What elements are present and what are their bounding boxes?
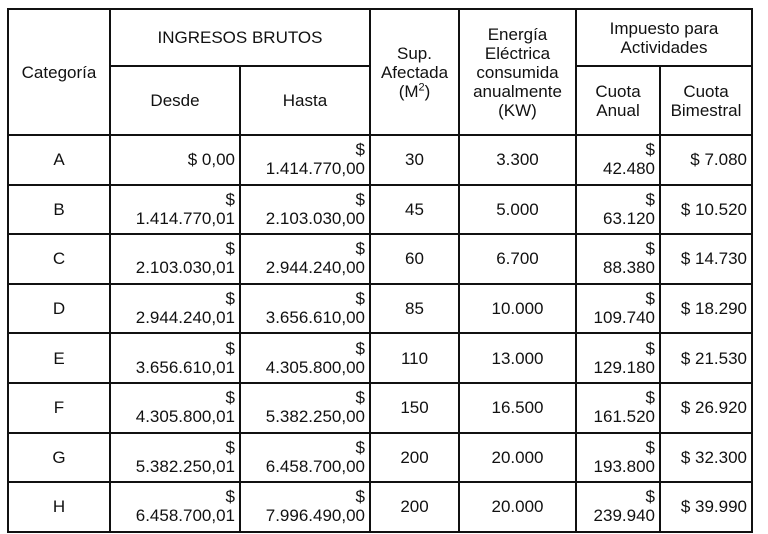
currency-symbol: $ (645, 388, 655, 408)
cell-hasta (240, 433, 370, 483)
header-superficie-unit-post: ) (424, 81, 431, 101)
cell-cuota-bimestral: $ 26.920 (660, 383, 752, 433)
cell-superficie: 110 (370, 333, 459, 383)
amount: 193.800 (593, 456, 655, 476)
cell-superficie: 85 (370, 284, 459, 334)
cell-cuota-bimestral: $ 7.080 (660, 135, 752, 185)
amount: 4.305.800,01 (135, 407, 235, 427)
header-superficie-unit-sup: 2 (418, 80, 425, 93)
cell-energia: 13.000 (459, 333, 576, 383)
currency-symbol: $ (225, 289, 235, 309)
cell-cuota-bimestral: $ 10.520 (660, 185, 752, 235)
amount: 3.656.610,00 (265, 308, 365, 328)
header-superficie-line1: Sup. (397, 43, 432, 63)
categories-table (7, 8, 753, 533)
header-hasta: Hasta (240, 66, 370, 135)
currency-symbol: $ (645, 487, 655, 507)
cell-desde: $ 0,00 (110, 135, 240, 185)
amount: 2.103.030,01 (135, 258, 235, 278)
cell-energia: 5.000 (459, 185, 576, 235)
header-cuota-anual-line1: Cuota (595, 81, 641, 101)
amount: 63.120 (603, 208, 655, 228)
cell-energia: 3.300 (459, 135, 576, 185)
cell-desde (110, 234, 240, 284)
header-impuesto-line1: Impuesto para (609, 18, 719, 38)
amount: 2.103.030,00 (265, 208, 365, 228)
amount: 5.382.250,00 (265, 407, 365, 427)
table-row (8, 185, 752, 235)
currency-symbol: $ (645, 289, 655, 309)
header-cuota-anual (576, 66, 660, 135)
cell-energia: 6.700 (459, 234, 576, 284)
cell-superficie: 45 (370, 185, 459, 235)
amount: 2.944.240,00 (265, 258, 365, 278)
table-row (8, 333, 752, 383)
header-cuota-anual-line2: Anual (596, 100, 640, 120)
currency-symbol: $ (355, 338, 365, 358)
cell-hasta (240, 234, 370, 284)
header-energia-line2: Eléctrica (484, 43, 551, 63)
header-cuota-bimestral-line2: Bimestral (670, 100, 742, 120)
currency-symbol: $ (355, 388, 365, 408)
currency-symbol: $ (645, 437, 655, 457)
currency-symbol: $ (645, 140, 655, 160)
cell-hasta (240, 284, 370, 334)
currency-symbol: $ (355, 437, 365, 457)
cell-categoria: E (8, 333, 110, 383)
header-superficie-unit-pre: (M (398, 81, 419, 101)
header-energia-line5: (KW) (498, 100, 537, 120)
header-energia-line4: anualmente (473, 81, 562, 101)
cell-desde (110, 482, 240, 532)
table-row (8, 135, 752, 185)
cell-cuota-bimestral: $ 32.300 (660, 433, 752, 483)
header-desde: Desde (110, 66, 240, 135)
cell-hasta (240, 482, 370, 532)
amount: 4.305.800,00 (265, 357, 365, 377)
header-ingresos-brutos: INGRESOS BRUTOS (110, 9, 370, 66)
cell-desde (110, 383, 240, 433)
table-row (8, 433, 752, 483)
currency-symbol: $ (225, 338, 235, 358)
header-superficie-unit (375, 82, 454, 101)
currency-symbol: $ (645, 239, 655, 259)
cell-cuota-anual (576, 383, 660, 433)
header-superficie (370, 9, 459, 135)
cell-cuota-anual (576, 433, 660, 483)
header-impuesto-line2: Actividades (620, 37, 708, 57)
cell-desde (110, 185, 240, 235)
amount: 7.996.490,00 (265, 506, 365, 526)
header-energia-line1: Energía (487, 24, 548, 44)
cell-cuota-anual (576, 333, 660, 383)
cell-energia: 20.000 (459, 433, 576, 483)
amount: 129.180 (593, 357, 655, 377)
cell-superficie: 60 (370, 234, 459, 284)
cell-hasta (240, 383, 370, 433)
cell-cuota-bimestral: $ 18.290 (660, 284, 752, 334)
amount: 2.944.240,01 (135, 308, 235, 328)
cell-categoria: H (8, 482, 110, 532)
currency-symbol: $ (355, 487, 365, 507)
cell-categoria: B (8, 185, 110, 235)
amount: 6.458.700,01 (135, 506, 235, 526)
cell-superficie: 30 (370, 135, 459, 185)
cell-desde (110, 333, 240, 383)
header-impuesto (576, 9, 752, 66)
cell-cuota-anual (576, 482, 660, 532)
table-row (8, 383, 752, 433)
amount: 161.520 (593, 407, 655, 427)
cell-categoria: F (8, 383, 110, 433)
currency-symbol: $ (355, 140, 365, 160)
amount: 1.414.770,00 (265, 159, 365, 179)
cell-energia: 16.500 (459, 383, 576, 433)
cell-hasta (240, 185, 370, 235)
cell-energia: 10.000 (459, 284, 576, 334)
amount: 88.380 (603, 258, 655, 278)
cell-superficie: 200 (370, 433, 459, 483)
currency-symbol: $ (225, 239, 235, 259)
cell-cuota-bimestral: $ 21.530 (660, 333, 752, 383)
cell-hasta (240, 135, 370, 185)
cell-cuota-bimestral: $ 14.730 (660, 234, 752, 284)
header-categoria: Categoría (8, 9, 110, 135)
header-cuota-bimestral-line1: Cuota (683, 81, 729, 101)
amount: 3.656.610,01 (135, 357, 235, 377)
currency-symbol: $ (355, 189, 365, 209)
header-superficie-line2: Afectada (380, 62, 449, 82)
currency-symbol: $ (225, 189, 235, 209)
cell-categoria: C (8, 234, 110, 284)
amount: 5.382.250,01 (135, 456, 235, 476)
amount: 239.940 (593, 506, 655, 526)
cell-cuota-bimestral: $ 39.990 (660, 482, 752, 532)
cell-cuota-anual (576, 135, 660, 185)
currency-symbol: $ (355, 289, 365, 309)
table-row (8, 284, 752, 334)
header-energia-line3: consumida (476, 62, 559, 82)
currency-symbol: $ (225, 388, 235, 408)
currency-symbol: $ (225, 437, 235, 457)
cell-cuota-anual (576, 284, 660, 334)
currency-symbol: $ (645, 338, 655, 358)
cell-categoria: D (8, 284, 110, 334)
currency-symbol: $ (355, 239, 365, 259)
cell-hasta (240, 333, 370, 383)
amount: 42.480 (603, 159, 655, 179)
cell-cuota-anual (576, 185, 660, 235)
cell-energia: 20.000 (459, 482, 576, 532)
amount: 6.458.700,00 (265, 456, 365, 476)
cell-desde (110, 433, 240, 483)
cell-desde (110, 284, 240, 334)
cell-superficie: 150 (370, 383, 459, 433)
amount: 1.414.770,01 (135, 208, 235, 228)
currency-symbol: $ (225, 487, 235, 507)
cell-superficie: 200 (370, 482, 459, 532)
cell-categoria: A (8, 135, 110, 185)
amount: 109.740 (593, 308, 655, 328)
currency-symbol: $ (645, 189, 655, 209)
header-energia (459, 9, 576, 135)
table-row (8, 482, 752, 532)
table-row (8, 234, 752, 284)
header-cuota-bimestral (660, 66, 752, 135)
cell-cuota-anual (576, 234, 660, 284)
cell-categoria: G (8, 433, 110, 483)
